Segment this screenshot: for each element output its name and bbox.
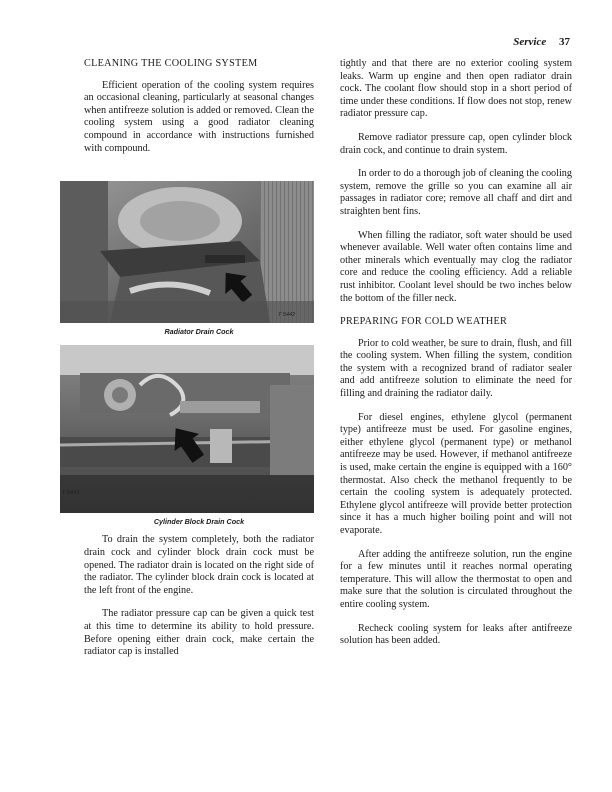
figure-caption-cylinder-block: Cylinder Block Drain Cock (153, 516, 245, 526)
paragraph: After adding the antifreeze solution, run the engine for a few minutes until it reaches normal operating temperature. This will allow the thermostat to open and make sure that the solution is circulated throughout the entire cooling system. (340, 548, 572, 610)
paragraph: When filling the radiator, soft water should be used whenever available. Well water often contains lime and other minerals which eventually may clog the radiator core and reduce the cooling efficiency. Add a reliable rust inhibitor. Coolant level should be two inches below the bottom of the filler neck. (340, 229, 572, 304)
plate-number: T 5442 (278, 312, 296, 319)
radiator-photo-illustration (60, 181, 314, 323)
paragraph: Prior to cold weather, be sure to drain, flush, and fill the cooling system. When filling the system, condition the system with a recognized brand of radiator sealer and add antifreeze solution to eliminate the need for filling and draining the radiator daily. (340, 337, 572, 400)
paragraph: The radiator pressure cap can be given a quick test at this time to determine its ability to hold pressure. Before opening either drain cock, make certain the radiator cap is installed (84, 608, 314, 658)
section-heading-cold-weather: PREPARING FOR COLD WEATHER (340, 316, 508, 328)
cylinder-block-photo-illustration (60, 345, 314, 513)
paragraph: Remove radiator pressure cap, open cylinder block drain cock, and continue to drain system. (340, 131, 572, 156)
right-column (340, 58, 572, 659)
paragraph: Recheck cooling system for leaks after antifreeze solution has been added. (340, 622, 572, 647)
figure-caption-radiator: Radiator Drain Cock (164, 327, 234, 337)
paragraph: In order to do a thorough job of cleaning the cooling system, remove the grille so you can examine all air passages in radiator core; remove all chaff and dirt and straighten bent fins. (340, 168, 572, 217)
radiator-drain-cock-photo (60, 181, 314, 323)
section-name: Service (513, 36, 547, 48)
paragraph: To drain the system completely, both the radiator drain cock and cylinder block drain cock must be opened. The radiator drain is located on the right side of the radiator. The cylinder block drain cock is located at the left front of the engine. (84, 534, 314, 596)
paragraph: Efficient operation of the cooling system requires an occasional cleaning, particularly at seasonal changes when antifreeze solution is added or removed. Clean the cooling system using a good radiator cleaning compound in accordance with instructions furnished with compound. (84, 79, 314, 154)
paragraph: For diesel engines, ethylene glycol (permanent type) antifreeze must be used. For gasoline engines, either ethylene glycol (permanent type) or methanol antifreeze may be used. However, if methanol antifreeze is used, make certain the engine is equipped with a 160° thermostat. Also check the methanol frequently to be certain the cooling system is adequately protected. Ethylene glycol antifreeze will provide better protection since it has a much higher boiling point and will not evaporate. (340, 411, 572, 536)
cylinder-block-drain-cock-photo (60, 345, 314, 513)
paragraph: tightly and that there are no exterior cooling system leaks. Warm up engine and then open radiator drain cock. The coolant flow should stop in a short period of time under these conditions. If flow does not stop, renew radiator pressure cap. (340, 58, 572, 120)
plate-number: T 5443 (62, 489, 80, 496)
section-heading-cleaning: CLEANING THE COOLING SYSTEM (84, 58, 258, 69)
left-column (62, 58, 314, 670)
running-head (513, 36, 570, 48)
page-number: 37 (559, 36, 570, 48)
